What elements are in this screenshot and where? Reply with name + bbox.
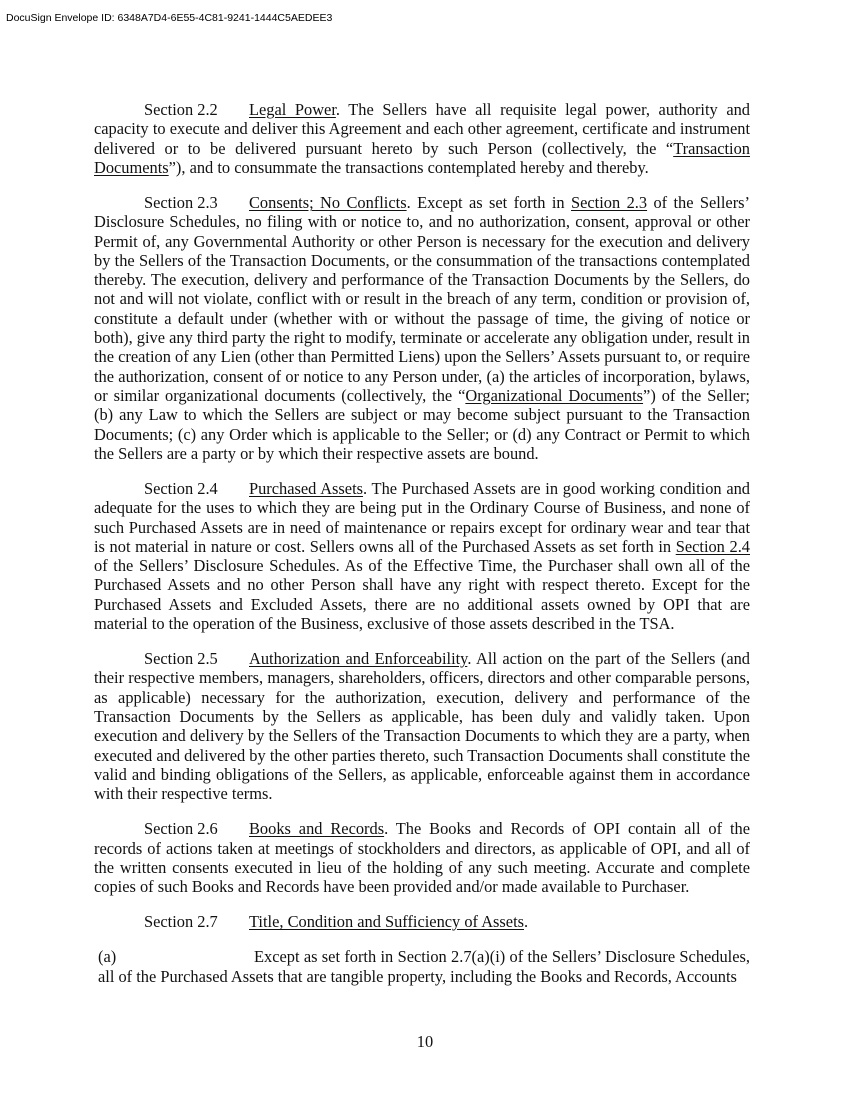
subsection-2-7-a [98,947,750,986]
defined-term: Organizational Documents [465,385,644,405]
section-2-7 [94,912,750,931]
document-body [94,100,750,986]
section-number: Section 2.5 [144,649,218,669]
section-title: Legal Power [249,100,336,119]
section-2-3 [94,193,750,463]
section-reference: Section 2.3 [571,192,648,212]
section-text: of the Sellers’ Disclosure Schedules. As of the Effective Time, the Purchaser shall own all of the Purchased Assets and no other Person shall have any right with respect thereto. Except for the Purchased Assets and Excluded Assets, there are no additional assets owned by OPI that are material to the operation of the Business, exclusive of those assets described in the TSA. [94,556,750,634]
section-title: Books and Records [249,819,385,839]
section-2-2 [94,100,750,177]
defined-term: Transaction Documents [94,138,750,177]
section-text: . The Purchased Assets are in good working condition and adequate for the uses to which they are being put in the Ordinary Course of Business, and none of such Purchased Assets are in need of maintenance or repairs except for ordinary wear and tear that is not material in nature or cost. Sellers owns all of the Purchased Assets as set forth in [94,478,751,556]
section-text: . The Books and Records of OPI contain all of the records of actions taken at meetings of stockholders and directors, as applicable of OPI, and all of the written consents executed in lieu of the holding of any such meeting. Accurate and complete copies of such Books and Records have been provided and/or made available to Purchaser. [94,819,750,897]
subsection-text: Except as set forth in Section 2.7(a)(i) of the Sellers’ Disclosure Schedules, all of the Purchased Assets that are tangible property, including the Books and Records, Accounts [98,947,750,986]
section-2-4 [94,479,750,633]
section-number: Section 2.4 [144,478,218,498]
section-text: ”), and to consummate the transactions contemplated hereby and thereby. [168,157,649,177]
section-text: of the Sellers’ Disclosure Schedules, no filing with or notice to, and no authorization, consent, approval or other Permit of, any Governmental Authority or other Person is necessary for the execution and delivery by the Sellers of the Transaction Documents, or the consummation of the transactions contemplated thereby. The execution, delivery and performance of the Transaction Documents by the Sellers, do not and will not violate, conflict with or result in the breach of any term, condition or provision of, constitute a default under (whether with or without the passage of time, the giving of notice or both), give any third party the right to modify, terminate or accelerate any obligation under, result in the creation of any Lien (other than Permitted Liens) upon the Sellers’ Assets pursuant to, or require the authorization, consent of or notice to any Person under, (a) the articles of incorporation, bylaws, or similar organizational documents (collectively, the “ [94,192,750,405]
section-title: Consents; No Conflicts [249,192,407,212]
section-2-6 [94,819,750,896]
docusign-envelope-id: DocuSign Envelope ID: 6348A7D4-6E55-4C81-9241-1444C5AEDEE3 [6,12,333,24]
section-title: Purchased Assets [249,478,364,498]
section-number: Section 2.6 [144,819,218,839]
section-number: Section 2.7 [144,912,218,932]
section-title: Authorization and Enforceability [249,649,468,669]
section-text: ”) of the Seller; (b) any Law to which the Sellers are subject or may become subject pursuant to the Transaction Documents; (c) any Order which is applicable to the Seller; or (d) any Contract or Permit to which the Sellers are a party or by which their respective assets are bound. [94,385,750,463]
section-reference: Section 2.4 [675,536,750,556]
section-title: Title, Condition and Sufficiency of Assets [249,912,524,932]
section-number: Section 2.2 [144,100,218,119]
section-text: . Except as set forth in [406,192,572,212]
section-text: . The Sellers have all requisite legal power, authority and capacity to execute and deliver this Agreement and each other agreement, certificate and instrument delivered or to be delivered pursuant hereto by such Person (collectively, the “ [94,100,750,158]
section-text: . All action on the part of the Sellers (and their respective members, managers, shareholders, officers, directors and other comparable persons, as applicable) necessary for the authorization, execution, delivery and performance of the Transaction Documents by the Sellers as applicable, has been duly and validly taken. Upon execution and delivery by the Sellers of the Transaction Documents to which they are a party, when executed and delivered by the other parties thereto, such Transaction Documents shall constitute the valid and binding obligations of the Sellers, as applicable, enforceable against them in accordance with their respective terms. [94,649,750,804]
section-text: . [524,912,529,932]
section-2-5 [94,649,750,803]
section-number: Section 2.3 [144,192,218,212]
page-number: 10 [416,1032,434,1051]
subsection-label: (a) [98,947,117,967]
